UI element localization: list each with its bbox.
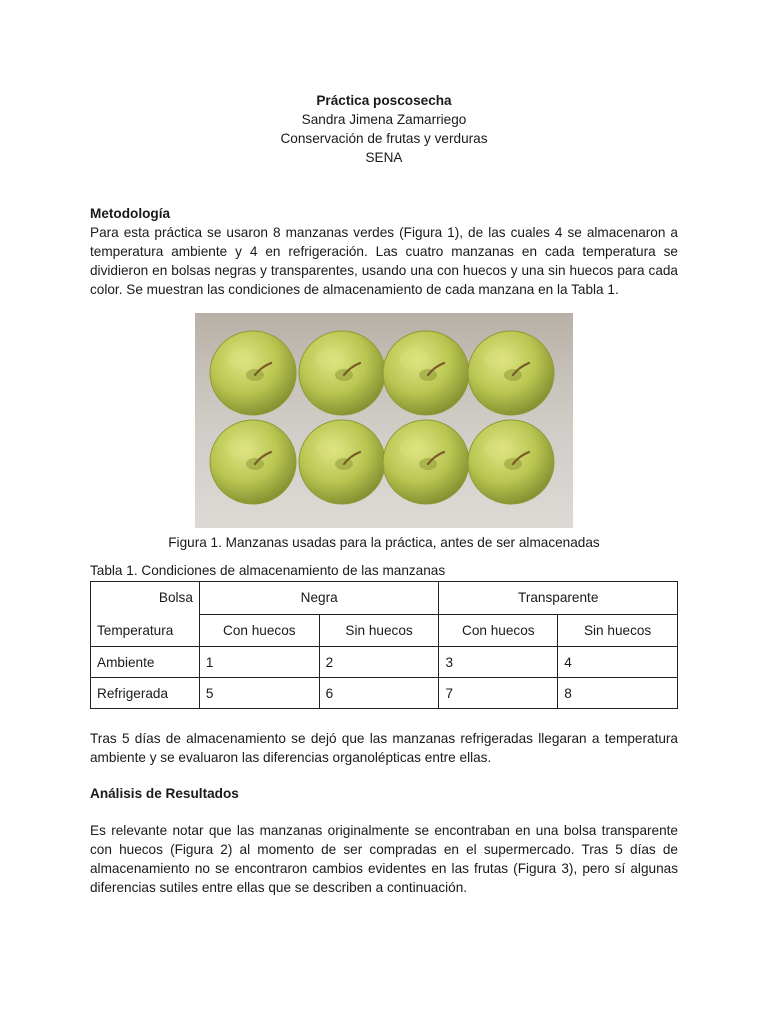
table-cell: 6: [319, 678, 439, 709]
subheader-transparente-sin: Sin huecos: [558, 614, 678, 647]
document-title: Práctica poscosecha: [316, 93, 452, 108]
apple-8: [468, 420, 554, 504]
column-group-transparente: Transparente: [439, 582, 678, 615]
apple-1: [210, 331, 296, 415]
document-header: [90, 91, 678, 167]
document-page: [90, 91, 678, 897]
figure-1-caption: Figura 1. Manzanas usadas para la práctica, antes de ser almacenadas: [168, 535, 600, 550]
author-name: Sandra Jimena Zamarriego: [301, 112, 467, 127]
table-header-row: [91, 582, 678, 615]
subheader-negra-con: Con huecos: [199, 614, 319, 647]
results-paragraph: Es relevante notar que las manzanas originalmente se encontraban en una bolsa transparente con huecos (Figura 2) al momento de ser compradas en el supermercado. Tras 5 días de almacenamiento no se encontraron cambios evidentes en las frutas (Figura 3), pero sí algunas diferencias sutiles entre ellas que se describen a continuación.: [90, 823, 678, 895]
table-corner-cell: [91, 582, 200, 647]
column-group-negra: Negra: [199, 582, 439, 615]
apple-5: [210, 420, 296, 504]
storage-conditions-table: [90, 581, 678, 709]
apple-4: [468, 331, 554, 415]
course-name: Conservación de frutas y verduras: [280, 131, 488, 146]
table-cell: 8: [558, 678, 678, 709]
subheader-transparente-con: Con huecos: [439, 614, 558, 647]
table-cell: 2: [319, 647, 439, 678]
table-1-caption: Tabla 1. Condiciones de almacenamiento de las manzanas: [90, 563, 446, 578]
after-table-paragraph: Tras 5 días de almacenamiento se dejó que las manzanas refrigeradas llegaran a temperatura ambiente y se evaluaron las diferencias organolépticas entre ellas.: [90, 731, 678, 765]
results-heading: Análisis de Resultados: [90, 786, 239, 801]
row-label: Ambiente: [91, 647, 200, 678]
table-cell: 4: [558, 647, 678, 678]
apple-2: [299, 331, 385, 415]
table-cell: 3: [439, 647, 558, 678]
row-label: Refrigerada: [91, 678, 200, 709]
apples-illustration: [195, 313, 573, 528]
apple-6: [299, 420, 385, 504]
institution-name: SENA: [365, 150, 403, 165]
methodology-heading: Metodología: [90, 206, 171, 221]
table-cell: 1: [199, 647, 319, 678]
subheader-negra-sin: Sin huecos: [319, 614, 439, 647]
table-cell: 5: [199, 678, 319, 709]
methodology-paragraph: Para esta práctica se usaron 8 manzanas verdes (Figura 1), de las cuales 4 se almacenaron a temperatura ambiente y 4 en refrigeración. Las cuatro manzanas en cada temperatura se dividieron en bolsas negras y transparentes, usando una con huecos y una sin huecos para cada color. Se muestran las condiciones de almacenamiento de cada manzana en la Tabla 1.: [90, 225, 678, 297]
corner-label-temperatura: Temperatura: [97, 623, 174, 638]
table-row: [91, 678, 678, 709]
apple-3: [383, 331, 469, 415]
figure-1-apples-photo: [195, 313, 573, 528]
corner-label-bolsa: Bolsa: [158, 590, 193, 605]
apple-7: [383, 420, 469, 504]
table-row: [91, 647, 678, 678]
table-cell: 7: [439, 678, 558, 709]
